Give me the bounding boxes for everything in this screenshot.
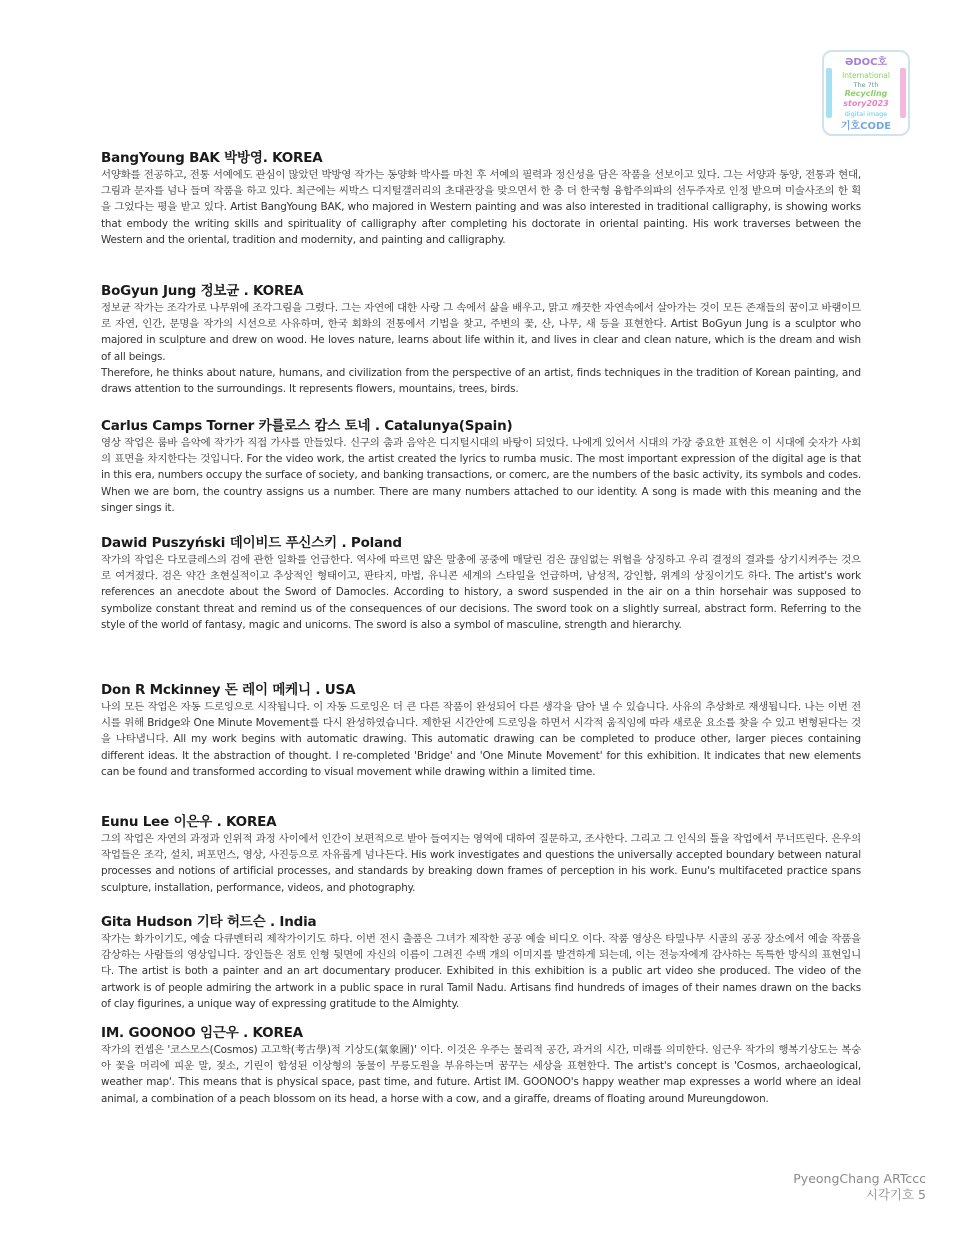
logo-graphic xyxy=(824,52,908,134)
logo-line-recycling: Recycling xyxy=(844,89,888,98)
artist-entry-hudson xyxy=(101,914,861,1012)
logo-top-mark: ƏDOC호 xyxy=(844,57,888,68)
artist-entry-bak xyxy=(101,150,861,248)
artist-heading: Carlus Camps Torner 카를로스 캄스 토네 . Catalunya(Spain) xyxy=(101,418,513,434)
artist-entry-jung xyxy=(101,283,861,397)
artist-entry-eunu-lee xyxy=(101,814,861,896)
artist-heading: Dawid Puszyński 데이비드 푸신스키 . Poland xyxy=(101,535,402,551)
logo-right-bar xyxy=(900,68,906,118)
logo-line-international: International xyxy=(842,71,890,80)
artist-heading: Gita Hudson 기타 허드슨 . India xyxy=(101,914,317,930)
artist-entry-mckinney xyxy=(101,682,861,780)
footer-publisher: PyeongChang ARTccc xyxy=(793,1171,926,1186)
artist-heading: Don R Mckinney 돈 레이 메케니 . USA xyxy=(101,682,356,698)
artist-entry-im-goonoo xyxy=(101,1025,861,1107)
artist-description: 나의 모든 작업은 자동 드로잉으로 시작됩니다. 이 자동 드로잉은 더 큰 다른 작품이 완성되어 다른 생각을 담아 낼 수 있습니다. 사유의 추상화로 재생됩니다. 나는 이번 전시를 위해 Bridge와 One Minute Movement를 다시 완성하였습니다. 제한된 시간안에 드로잉을 하면서 시각적 움직임에 따라 새로운 요소를 찾을 수 있고 변형된다는 것을 나타냅니다. All my work begins with automatic drawing. This automatic drawing can be completed to produce other, larger pieces containing different ideas. It the abstraction of thought. I re-completed 'Bridge' and 'One Minute Movement' for this exhibition. It indicates that new elements can be found and transformed according to visual movement while drawing within a limited time. xyxy=(101,701,861,778)
artist-description: 그의 작업은 자연의 과정과 인위적 과정 사이에서 인간이 보편적으로 받아 들여지는 영역에 대하여 질문하고, 조사한다. 그리고 그 인식의 틀을 작업에서 무너뜨린다. 은우의 작업들은 조각, 설치, 퍼포먼스, 영상, 사진등으로 자유롭게 넘나든다. His work investigates and questions the universally accepted boundary between natural processes and notions of artificial processes, and standards by breaking down frames of perception in his work. Eunu's multifaceted practice spans sculpture, installation, performance, videos, and photography. xyxy=(101,833,861,894)
logo-line-7th: The 7th xyxy=(853,81,879,89)
artist-description: 작가의 작업은 다모클레스의 검에 관한 일화를 언급한다. 역사에 따르면 얇은 말총에 공중에 매달린 검은 끊임없는 위협을 상징하고 우리 결정의 결과를 상기시켜주는 것으로 여겨졌다. 검은 약간 초현실적이고 추상적인 형태이고, 판타지, 마법, 유니콘 세계의 스타일을 언급하며, 남성적, 강인함, 위계의 상징이기도 하다. The artist's work references an anecdote about the Sword of Damocles. According to history, a sword suspended in the air on a thin horsehair was supposed to symbolize constant threat and remind us of the consequences of our decisions. The sword took on a slightly surreal, abstract form. Referring to the style of the world of fantasy, magic and unicorns. The sword is also a symbol of masculine, strength and hierarchy. xyxy=(101,554,861,631)
artist-description: 작가는 화가이기도, 예술 다큐멘터리 제작가이기도 하다. 이번 전시 출품은 그녀가 제작한 공공 예술 비디오 이다. 작품 영상은 타밀나무 시골의 공공 장소에서 예술 작품을 감상하는 사람들의 영상입니다. 장인들은 점토 인형 뒷면에 자신의 이름이 그려진 수백 개의 이미지를 발견하게 되는데, 이는 전능자에게 감사하는 독특한 방식의 표현입니다. The artist is both a painter and an art documentary producer. Exhibited in this exhibition is a public art video she produced. The video of the artwork is of people admiring the artwork in a public space in rural Tamil Nadu. Artisans find hundreds of images of their names drawn on the backs of clay figurines, a unique way of expressing gratitude to the Almighty. xyxy=(101,933,861,1010)
artist-heading: Eunu Lee 이은우 . KOREA xyxy=(101,814,277,830)
logo-line-story: story2023 xyxy=(843,99,889,108)
artist-heading: IM. GOONOO 임근우 . KOREA xyxy=(101,1025,303,1041)
artist-entry-puszynski xyxy=(101,535,861,633)
artist-description: 작가의 컨셉은 '코스모스(Cosmos) 고고학(考古學)적 기상도(氣象圖)' 이다. 이것은 우주는 물리적 공간, 과거의 시간, 미래를 의미한다. 임근우 작가의 행복기상도는 복숭아 꽃을 머리에 피운 말, 젖소, 기린이 합성된 이상형의 동물이 무릉도원을 부유하는며 꿈꾸는 세상을 표현한다. The artist's concept is 'Cosmos, archaeological, weather map'. This means that is physical space, past time, and future. Artist IM. GOONOO's happy weather map expresses a world where an ideal animal, a combination of a peach blossom on its head, a horse with a cow, and a giraffe, dreams of floating around Mureungdowon. xyxy=(101,1044,861,1105)
artist-heading: BoGyun Jung 정보균 . KOREA xyxy=(101,283,304,299)
exhibition-logo xyxy=(822,50,910,136)
artist-description-continued: Therefore, he thinks about nature, humans, and civilization from the perspective of an artist, finds techniques in the tradition of Korean painting, and draws attention to the surroundings. It represents flowers, mountains, trees, birds. xyxy=(101,366,861,396)
artist-description: 영상 작업은 룸바 음악에 작가가 직접 가사를 만들었다. 신구의 춤과 음악은 디지털시대의 바탕이 되었다. 나에게 있어서 시대의 가장 중요한 표현은 이 시대에 숫자가 사회의 표면을 차지한다는 것입니다. For the video work, the artist created the lyrics to rumba music. The most important expression of the digital age is that in this era, numbers occupy the surface of society, and banking transactions, or comerc, are the numbers of the basic activity, its symbols and codes. When we are born, the country assigns us a number. There are many numbers attached to our identity. A song is made with this meaning and the singer sings it. xyxy=(101,437,861,514)
logo-line-digital: digital image xyxy=(844,110,888,118)
artist-description: 서양화를 전공하고, 전통 서예에도 관심이 많았던 박방영 작가는 동양화 박사를 마친 후 서예의 필력과 정신성을 담은 작품을 선보이고 있다. 그는 서양과 동양, 전통과 현대, 그림과 문자를 넘나 들며 작품을 하고 있다. 최근에는 씨박스 디지털갤러리의 초대관장을 맞으면서 한 층 더 한국형 융합주의파의 선두주자로 인정 받으며 미술사조의 한 획을 그었다는 평을 받고 있다. Artist BangYoung BAK, who majored in Western painting and was also interested in traditional calligraphy, is showing works that embody the writing skills and spirituality of calligraphy after completing his doctorate in oriental painting. His work traverses between the Western and the oriental, tradition and modernity, and painting and calligraphy. xyxy=(101,169,861,246)
artist-entry-camps-torner xyxy=(101,418,861,516)
logo-left-bar xyxy=(826,68,832,118)
footer-page-number: 시각기호 5 xyxy=(865,1187,926,1202)
artist-description: 정보균 작가는 조각가로 나무위에 조각그림을 그렸다. 그는 자연에 대한 사랑 그 속에서 삶을 배우고, 맑고 깨끗한 자연속에서 살아가는 것이 모든 존재들의 꿈이고 바램이므로 자연, 인간, 문명을 작가의 시선으로 사유하며, 한국 회화의 전통에서 기법을 찾고, 주변의 꽃, 산, 나무, 새 등을 표현한다. Artist BoGyun Jung is a sculptor who majored in sculpture and drew on wood. He loves nature, learns about life within it, and lives in clear and clean nature, which is the dream and wish of all beings. xyxy=(101,302,861,363)
logo-code-mark: 기호CODE xyxy=(840,121,892,132)
artist-heading: BangYoung BAK 박방영. KOREA xyxy=(101,150,323,166)
page-footer xyxy=(793,1171,926,1203)
